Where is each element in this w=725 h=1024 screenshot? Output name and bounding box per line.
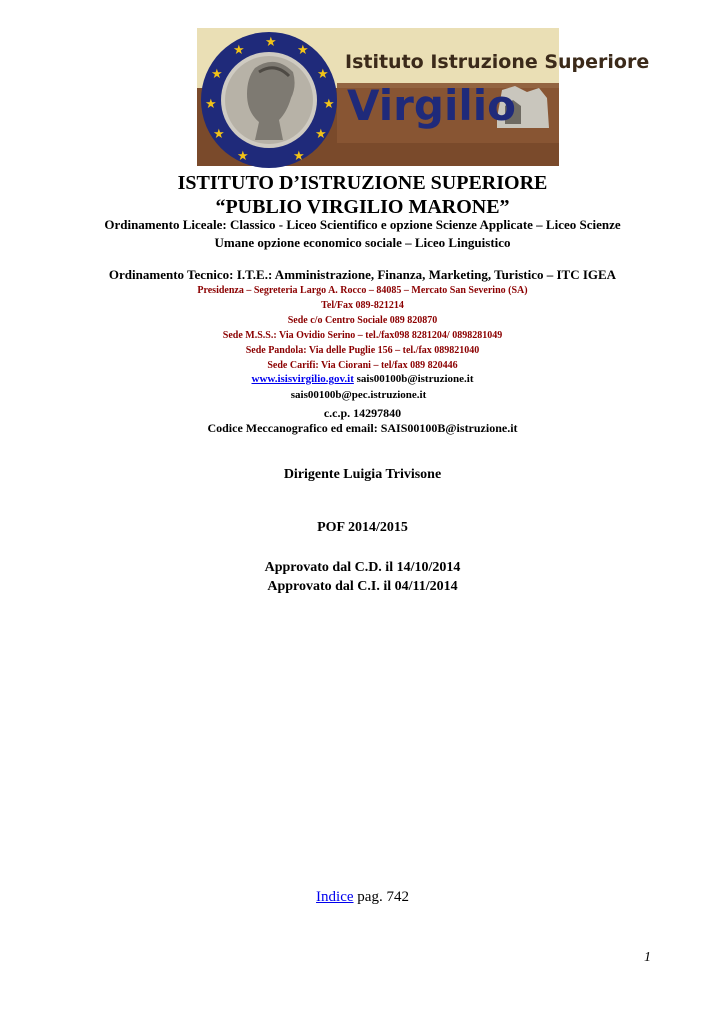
liceale-line-1: Ordinamento Liceale: Classico - Liceo Scientifico e opzione Scienze Applicate – Liceo Scienze: [104, 217, 621, 232]
dirigente: Dirigente Luigia Trivisone: [283, 467, 442, 482]
sede-line: Sede c/o Centro Sociale 089 820870: [287, 315, 438, 326]
pof-title: POF 2014/2015: [317, 520, 408, 535]
ccp-number: c.c.p. 14297840: [323, 406, 402, 420]
svg-text:★: ★: [317, 67, 329, 82]
svg-text:★: ★: [211, 67, 223, 82]
sede-line: Sede Carifi: Via Ciorani – tel/fax 089 820446: [267, 360, 458, 371]
logo-text-line1: Istituto Istruzione Superiore: [345, 51, 650, 73]
school-title: ISTITUTO D’ISTRUZIONE SUPERIORE: [177, 172, 548, 194]
email-text: sais00100b@istruzione.it: [356, 373, 474, 385]
school-logo: [197, 28, 650, 166]
svg-text:★: ★: [265, 35, 277, 50]
sede-line: Tel/Fax 089-821214: [321, 300, 404, 311]
school-name: “PUBLIO VIRGILIO MARONE”: [215, 196, 510, 218]
svg-text:★: ★: [205, 97, 217, 112]
svg-text:★: ★: [297, 43, 309, 58]
contact-line-web: [0, 373, 725, 385]
logo-text-line2: Virgilio: [347, 81, 516, 130]
pec-email: sais00100b@pec.istruzione.it: [290, 389, 427, 401]
sede-line: Presidenza – Segreteria Largo A. Rocco – 84085 – Mercato San Severino (SA): [197, 285, 528, 296]
svg-text:★: ★: [233, 43, 245, 58]
codice-meccanografico: Codice Meccanografico ed email: SAIS00100B@istruzione.it: [207, 421, 518, 435]
svg-text:★: ★: [323, 97, 335, 112]
svg-text:★: ★: [213, 127, 225, 142]
index-line: [0, 889, 725, 906]
svg-text:★: ★: [315, 127, 327, 142]
website-link[interactable]: www.isisvirgilio.gov.it: [251, 373, 354, 385]
approval-cd: Approvato dal C.D. il 14/10/2014: [264, 560, 461, 575]
liceale-line-2: Umane opzione economico sociale – Liceo Linguistico: [214, 235, 511, 250]
page-number: 1: [644, 950, 651, 965]
index-link[interactable]: Indice: [316, 889, 354, 905]
approval-ci: Approvato dal C.I. il 04/11/2014: [267, 579, 458, 594]
svg-text:★: ★: [293, 149, 305, 164]
logo-graphic: [197, 28, 650, 166]
sede-line: Sede M.S.S.: Via Ovidio Serino – tel./fax098 8281204/ 0898281049: [222, 330, 503, 341]
index-page-text: pag. 742: [353, 889, 409, 905]
svg-text:★: ★: [237, 149, 249, 164]
tecnico-line: Ordinamento Tecnico: I.T.E.: Amministrazione, Finanza, Marketing, Turistico – ITC IGEA: [108, 267, 617, 282]
sede-line: Sede Pandola: Via delle Puglie 156 – tel./fax 089821040: [245, 345, 480, 356]
